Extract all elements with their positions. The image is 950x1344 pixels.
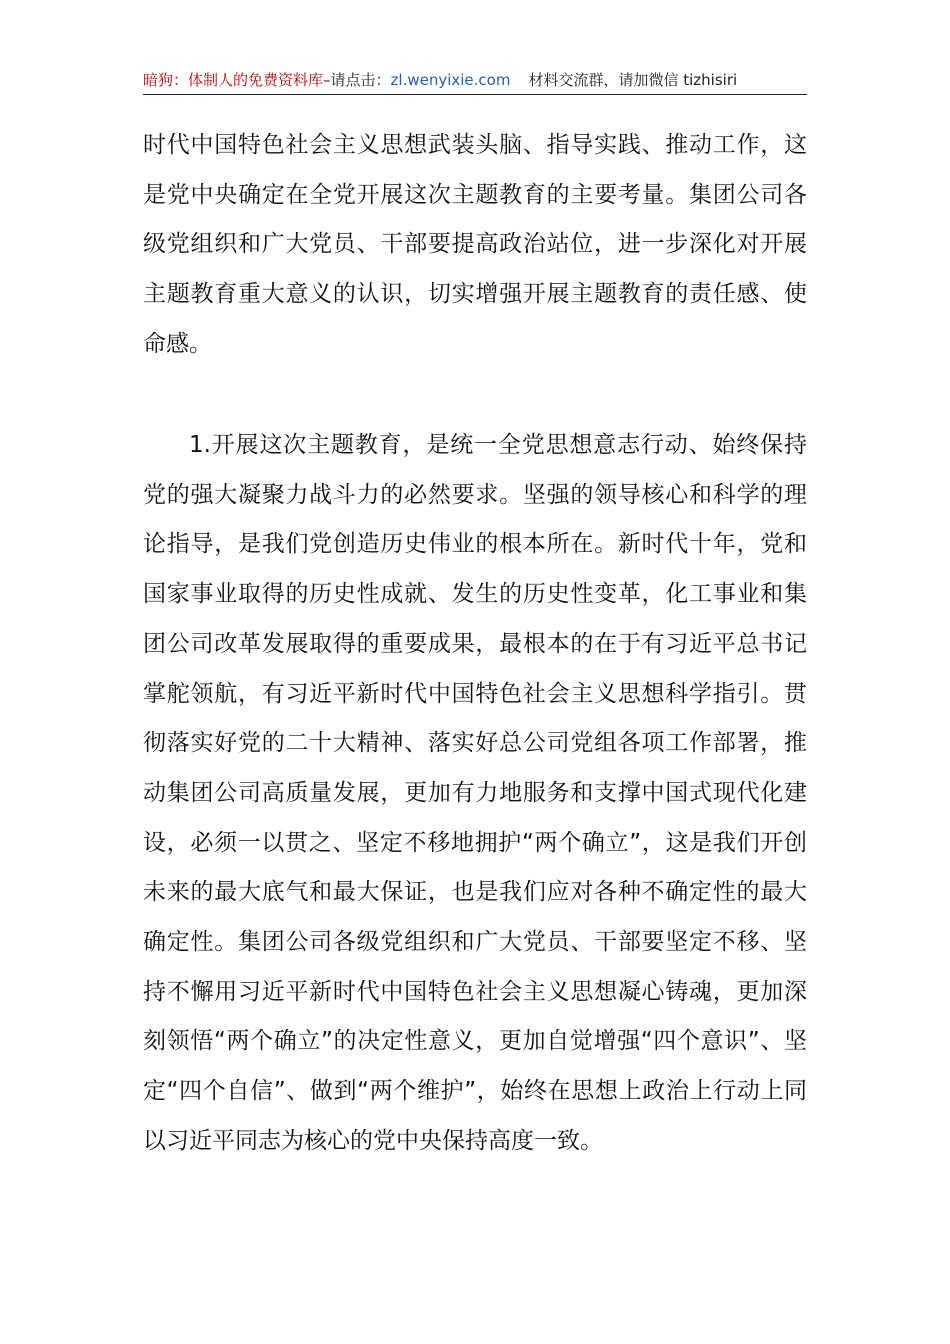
body-paragraph-1: 时代中国特色社会主义思想武装头脑、指导实践、推动工作，这是党中央确定在全党开展这次主题教育的主要考量。集团公司各级党组织和广大党员、干部要提高政治站位，进一步深化对开展主题教育重大意义的认识，切实增强开展主题教育的责任感、使命感。 xyxy=(143,132,807,357)
header-link[interactable]: zl.wenyixie.com xyxy=(390,71,511,89)
header-contact: 材料交流群，请加微信 tizhisiri xyxy=(528,71,738,89)
page-header xyxy=(143,68,807,95)
header-site-name: 暗狗：体制人的免费资料库 xyxy=(143,71,324,89)
header-prompt: –请点击： xyxy=(323,71,391,89)
body-paragraph-2: 1.开展这次主题教育，是统一全党思想意志行动、始终保持党的强大凝聚力战斗力的必然要求。坚强的领导核心和科学的理论指导，是我们党创造历史伟业的根本所在。新时代十年，党和国家事业取得的历史性成就、发生的历史性变革，化工事业和集团公司改革发展取得的重要成果，最根本的在于有习近平总书记掌舵领航，有习近平新时代中国特色社会主义思想科学指引。贯彻落实好党的二十大精神、落实好总公司党组各项工作部署，推动集团公司高质量发展，更加有力地服务和支撑中国式现代化建设，必须一以贯之、坚定不移地拥护“两个确立”，这是我们开创未来的最大底气和最大保证，也是我们应对各种不确定性的最大确定性。集团公司各级党组织和广大党员、干部要坚定不移、坚持不懈用习近平新时代中国特色社会主义思想凝心铸魂，更加深刻领悟“两个确立”的决定性意义，更加自觉增强“四个意识”、坚定“四个自信”、做到“两个维护”，始终在思想上政治上行动上同以习近平同志为核心的党中央保持高度一致。 xyxy=(143,432,807,1154)
